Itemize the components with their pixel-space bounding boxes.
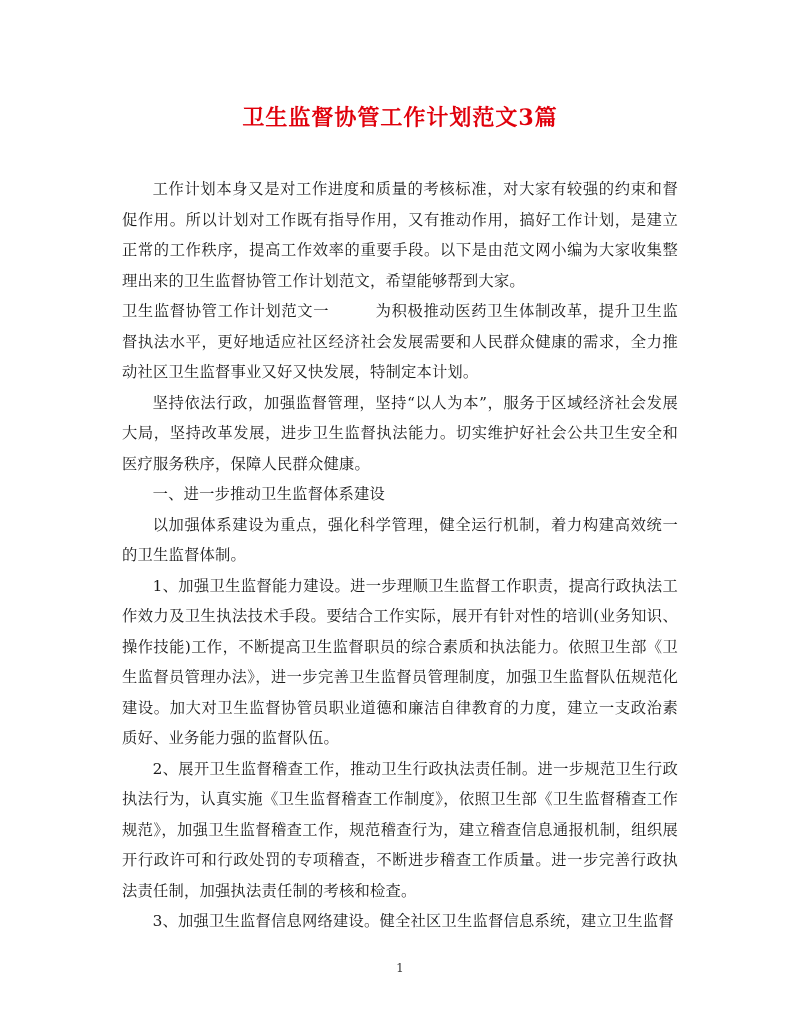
item-2-paragraph: 2、展开卫生监督稽查工作，推动卫生行政执法责任制。进一步规范卫生行政执法行为，认真实施《卫生监督稽查工作制度》，依照卫生部《卫生监督稽查工作规范》，加强卫生监督稽查工作，规范稽查行为，建立稽查信息通报机制，组织展开行政许可和行政处罚的专项稽查，不断进步稽查工作质量。进一步完善行政执法责任制，加强执法责任制的考核和检查。 [122,759,678,900]
principle-paragraph: 坚持依法行政，加强监督管理，坚持“以人为本”，服务于区域经济社会发展大局，坚持改革发展，进步卫生监督执法能力。切实维护好社会公共卫生安全和医疗服务秩序，保障人民群众健康。 [122,393,678,473]
item-3-paragraph: 3、加强卫生监督信息网络建设。健全社区卫生监督信息系统，建立卫生监督 [152,912,674,930]
section1-heading: 一、进一步推动卫生监督体系建设 [152,485,386,503]
document-title: 卫生监督协管工作计划范文3篇 [242,105,558,131]
sample-paragraph [122,296,678,388]
page-number: 1 [396,961,404,975]
sample-heading: 卫生监督协管工作计划范文一 [122,302,330,320]
sample-intro: 为积极推动医药卫生体制改革，提升卫生监督执法水平，更好地适应社区经济社会发展需要和人民群众健康的需求，全力推动社区卫生监督事业又好又快发展，特制定本计划。 [122,302,678,381]
document-body [122,174,678,937]
section1-intro: 以加强体系建设为重点，强化科学管理，健全运行机制，着力构建高效统一的卫生监督体制。 [122,515,678,564]
item-1-paragraph: 1、加强卫生监督能力建设。进一步理顺卫生监督工作职责，提高行政执法工作效力及卫生执法技术手段。要结合工作实际，展开有针对性的培训(业务知识、操作技能)工作，不断提高卫生监督职员的综合素质和执法能力。依照卫生部《卫生监督员管理办法》，进一步完善卫生监督员管理制度，加强卫生监督队伍规范化建设。加大对卫生监督协管员职业道德和廉洁自律教育的力度，建立一支政治素质好、业务能力强的监督队伍。 [122,576,678,747]
intro-paragraph: 工作计划本身又是对工作进度和质量的考核标准，对大家有较强的约束和督促作用。所以计划对工作既有指导作用，又有推动作用，搞好工作计划，是建立正常的工作秩序，提高工作效率的重要手段。以下是由范文网小编为大家收集整理出来的卫生监督协管工作计划范文，希望能够帮到大家。 [122,180,678,290]
